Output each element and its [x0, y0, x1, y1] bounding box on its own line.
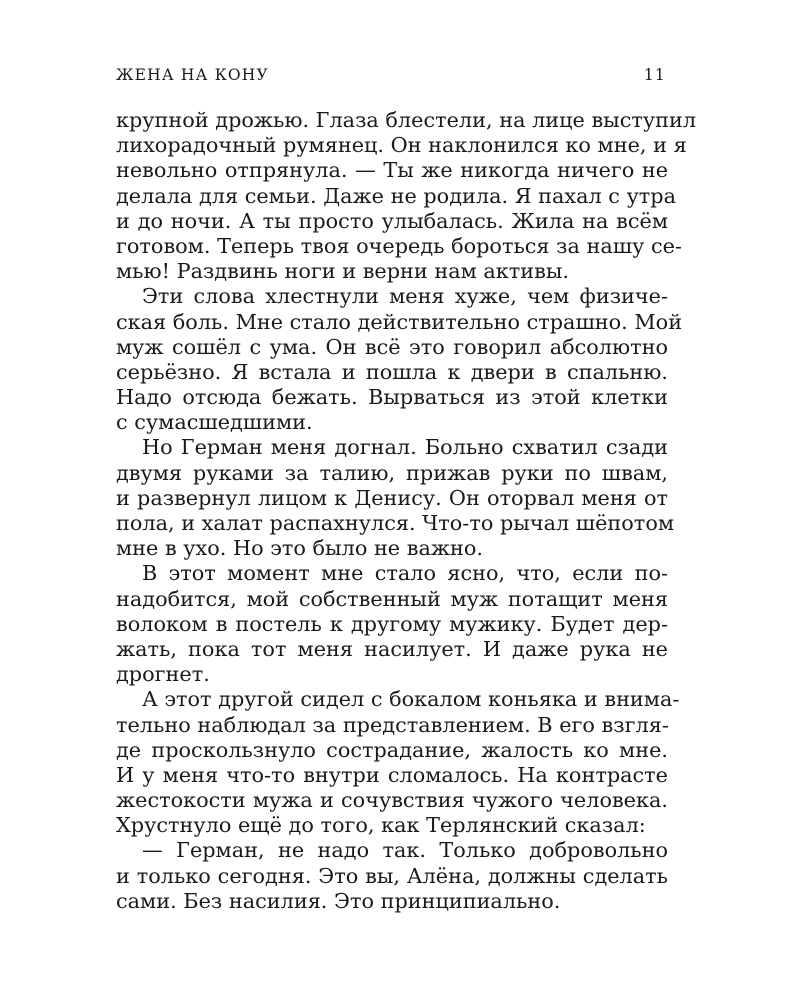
text-line: лихорадочный румянец. Он наклонился ко мне, и я	[116, 133, 687, 158]
text-line: надобится, мой собственный муж потащит меня	[116, 586, 668, 611]
text-line: готовом. Теперь твоя очередь бороться за нашу се-	[116, 233, 682, 258]
text-line: Надо отсюда бежать. Вырваться из этой клетки	[116, 385, 668, 410]
text-line: А этот другой сидел с бокалом коньяка и внима-	[142, 687, 680, 712]
text-line: Хрустнуло ещё до того, как Терлянский сказал:	[116, 813, 646, 838]
text-line: двумя руками за талию, прижав руки по швам,	[116, 460, 668, 485]
text-line: пола, и халат распахнулся. Что-то рычал шёпотом	[116, 511, 675, 535]
text-line: с сумасшедшими.	[116, 410, 313, 435]
text-line: Эти слова хлестнули меня хуже, чем физиче-	[142, 284, 668, 309]
text-line: и только сегодня. Это вы, Алёна, должны сделать	[116, 863, 668, 888]
text-line: делала для семьи. Даже не родила. Я пахал с утра	[116, 183, 677, 208]
text-line: муж сошёл с ума. Он всё это говорил абсолютно	[116, 334, 668, 359]
text-line: ская боль. Мне стало действительно страшно. Мой	[116, 309, 683, 334]
text-line: — Герман, не надо так. Только добровольно	[142, 838, 668, 863]
body-text	[116, 108, 697, 914]
text-line: и до ночи. А ты просто улыбалась. Жила на всём	[116, 208, 668, 233]
text-line: жестокости мужа и сочувствия чужого человека.	[116, 788, 668, 813]
text-line: жать, пока тот меня насилует. И даже рука не	[116, 636, 668, 661]
text-line: сами. Без насилия. Это принципиально.	[116, 888, 561, 913]
text-line: тельно наблюдал за представлением. В его взгля-	[116, 712, 669, 737]
text-line: В этот момент мне стало ясно, что, если по-	[142, 561, 668, 586]
text-line: и развернул лицом к Денису. Он оторвал меня от	[116, 485, 668, 510]
page-number: 11	[643, 66, 666, 84]
text-line: невольно отпрянула. — Ты же никогда ничего не	[116, 158, 668, 183]
text-line: мне в ухо. Но это было не важно.	[116, 536, 483, 561]
text-line: волоком в постель к другому мужику. Будет дер-	[116, 611, 668, 636]
text-line: мью! Раздвинь ноги и верни нам активы.	[116, 259, 570, 284]
text-line: Но Герман меня догнал. Больно схватил сзади	[142, 435, 668, 460]
text-line: де проскользнуло сострадание, жалость ко мне.	[116, 737, 668, 762]
text-line: дрогнет.	[116, 662, 210, 687]
book-title: ЖЕНА НА КОНУ	[116, 66, 269, 84]
text-line: И у меня что-то внутри сломалось. На контрасте	[116, 762, 668, 787]
text-line: серьёзно. Я встала и пошла к двери в спальню.	[116, 359, 668, 384]
running-header	[116, 66, 666, 90]
text-line: крупной дрожью. Глаза блестели, на лице выступил	[116, 108, 697, 132]
